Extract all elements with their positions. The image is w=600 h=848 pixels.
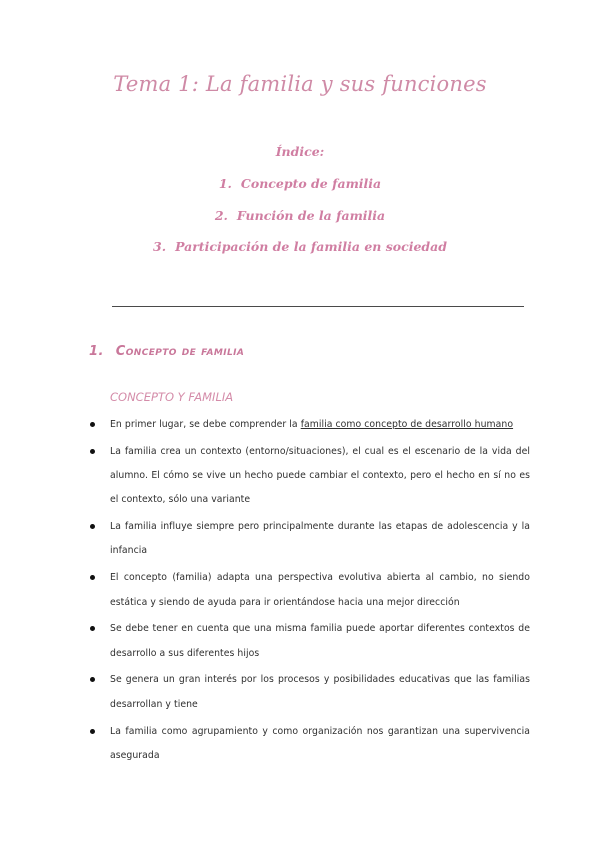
bullet-text: Se debe tener en cuenta que una misma familia puede aportar diferentes contextos de desarrollo a sus diferentes hijos [110, 623, 530, 659]
list-item [90, 617, 530, 666]
section-heading [89, 344, 244, 359]
index-item [0, 239, 600, 271]
bullet-icon [90, 729, 95, 734]
bullet-text: Se genera un gran interés por los procesos y posibilidades educativas que las familias desarrollan y tiene [110, 674, 530, 710]
bullet-text: La familia crea un contexto (entorno/situaciones), el cual es el escenario de la vida del alumno. El cómo se vive un hecho puede cambiar el contexto, pero el hecho en sí no es el contexto, sólo una variante [110, 445, 530, 506]
bullet-icon [90, 524, 95, 529]
bullet-text: La familia como agrupamiento y como organización nos garantizan una supervivencia asegurada [110, 725, 530, 761]
index-item [0, 176, 600, 208]
bullet-list [90, 413, 530, 771]
index-item-label: Función de la familia [236, 207, 386, 223]
index-item-label: Participación de la familia en sociedad [175, 239, 447, 254]
document-title: Tema 1: La familia y sus funciones [113, 72, 487, 96]
index-item-label: Concepto de familia [240, 176, 382, 191]
section-number: 1. [89, 344, 104, 359]
index-heading: Índice: [275, 144, 325, 159]
bullet-icon [90, 626, 95, 631]
bullet-text: La familia influye siempre pero principalmente durante las etapas de adolescencia y la infancia [110, 521, 530, 557]
bullet-icon [90, 422, 95, 427]
index-list [0, 176, 600, 271]
section-subheading: CONCEPTO Y FAMILIA [110, 390, 234, 404]
list-item [90, 668, 530, 717]
list-item [90, 720, 530, 769]
index-item-number: 3. [153, 239, 167, 254]
underlined-text: familia como concepto de desarrollo humano [300, 419, 514, 430]
bullet-icon [90, 449, 95, 454]
index-item-number: 1. [218, 176, 232, 191]
index-item-number: 2. [214, 207, 228, 223]
bullet-text: El concepto (familia) adapta una perspectiva evolutiva abierta al cambio, no siendo estática y siendo de ayuda para ir orientándose hacia una mejor dirección [110, 572, 530, 608]
horizontal-divider [112, 306, 524, 307]
section-title: Concepto de familia [115, 344, 245, 359]
bullet-text: En primer lugar, se debe comprender la [110, 419, 301, 430]
list-item [90, 413, 530, 437]
bullet-icon [90, 677, 95, 682]
index-item [0, 208, 600, 240]
bullet-icon [90, 575, 95, 580]
list-item [90, 515, 530, 564]
list-item [90, 566, 530, 615]
list-item [90, 440, 530, 513]
